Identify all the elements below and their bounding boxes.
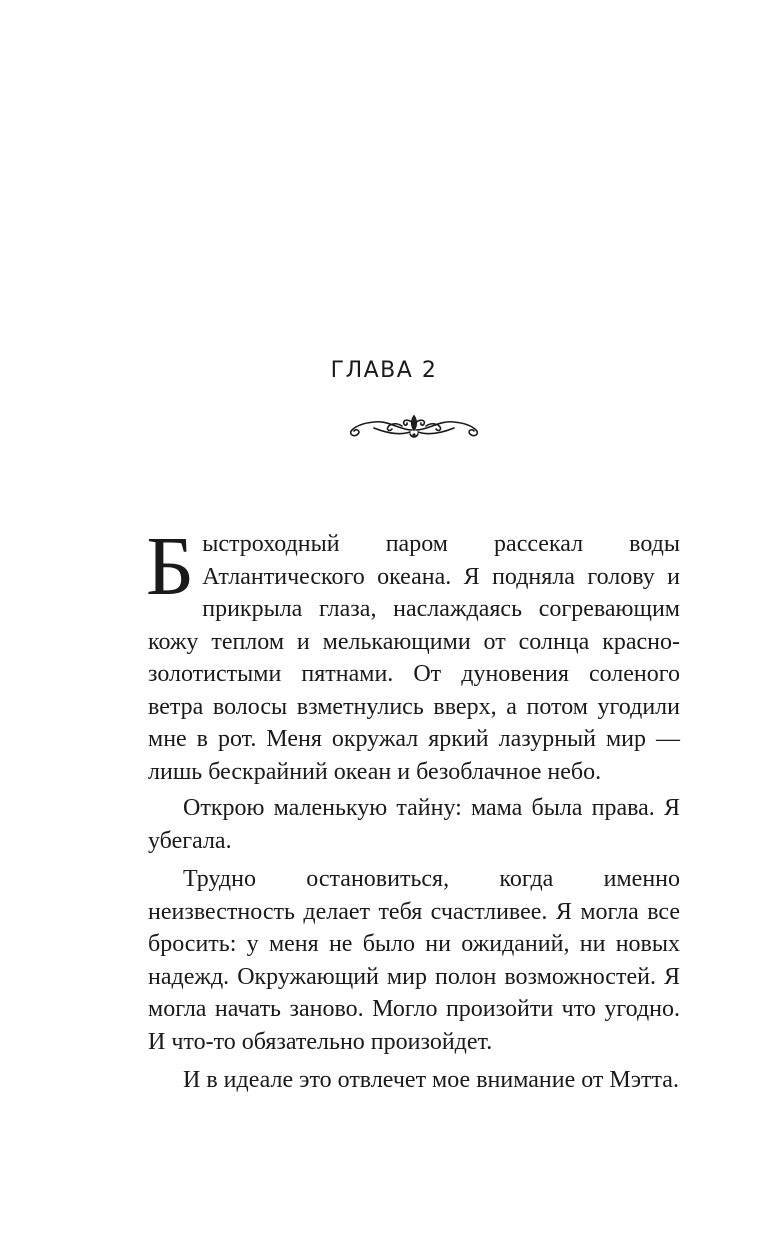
- paragraph-2: Открою маленькую тайну: мама была права. Я убегала.: [148, 795, 680, 854]
- flourish-divider-icon: [344, 408, 484, 444]
- paragraph-1: [146, 520, 680, 788]
- chapter-text: [146, 520, 680, 1097]
- paragraph-1-text: ыстроходный паром рассекал воды Атлантического океана. Я подняла голову и прикрыла глаза, наслаждаясь согревающим кожу теплом и мелькающими от солнца красно-золотистыми пятнами. От дуновения соленого ветра волосы взметнулись вверх, а потом угодили мне в рот. Меня окружал яркий лазурный мир — лишь бескрайний океан и безоблачное небо.: [148, 531, 680, 785]
- chapter-title: ГЛАВА 2: [330, 358, 438, 383]
- paragraph-4: И в идеале это отвлечет мое внимание от Мэтта.: [183, 1067, 679, 1093]
- drop-cap: Б: [146, 520, 195, 613]
- paragraph-3: Трудно остановиться, когда именно неизвестность делает тебя счастливее. Я могла все бросить: у меня не было ни ожиданий, ни новых надежд. Окружающий мир полон возможностей. Я могла начать заново. Могло произойти что угодно. И что-то обязательно произойдет.: [148, 866, 680, 1055]
